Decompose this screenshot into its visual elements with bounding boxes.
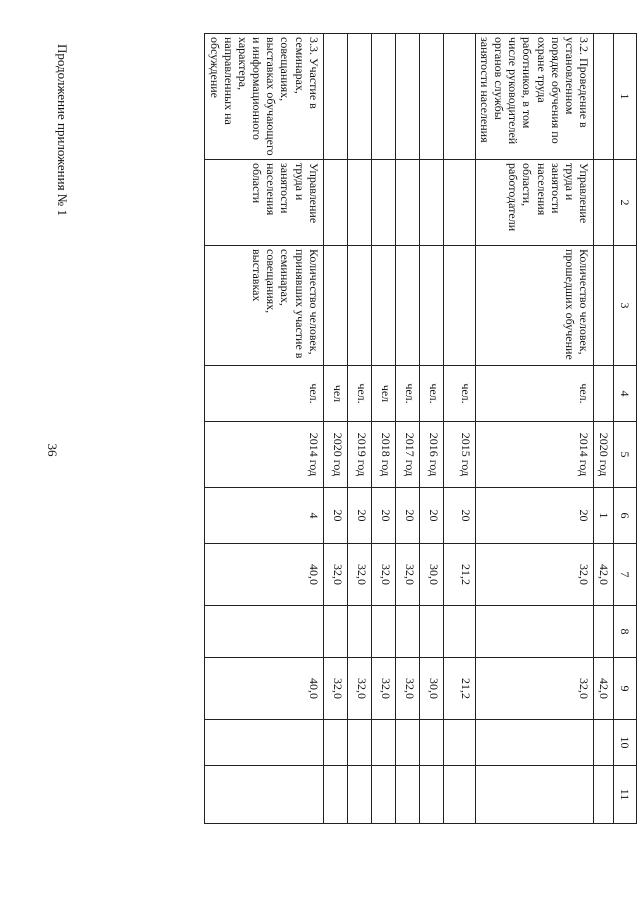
program-table bbox=[205, 33, 638, 824]
table-cell: 1 bbox=[594, 488, 614, 544]
table-cell bbox=[323, 160, 347, 246]
table-cell bbox=[419, 766, 443, 824]
column-header-4: 4 bbox=[614, 366, 637, 422]
table-cell bbox=[419, 34, 443, 160]
table-cell bbox=[395, 606, 419, 658]
table-cell bbox=[443, 720, 475, 766]
table-cell bbox=[371, 34, 395, 160]
table-cell: 40,0 bbox=[205, 658, 323, 720]
table-row bbox=[594, 34, 614, 824]
table-cell: 2016 год bbox=[419, 422, 443, 488]
page-number: 36 bbox=[45, 443, 60, 457]
table-cell bbox=[443, 766, 475, 824]
table-cell bbox=[443, 246, 475, 366]
table-cell: 3.3. Участие в семинарах, совещаниях, выставках обучающего и информационного характера, направленных на обсуждение bbox=[205, 34, 323, 160]
table-row bbox=[323, 34, 347, 824]
table-cell: 2020 год bbox=[594, 422, 614, 488]
table-cell bbox=[371, 160, 395, 246]
table-cell bbox=[205, 606, 323, 658]
table-row bbox=[371, 34, 395, 824]
table-row bbox=[395, 34, 419, 824]
table-cell: 21,2 bbox=[443, 658, 475, 720]
table-cell: 32,0 bbox=[347, 544, 371, 606]
table-cell bbox=[443, 34, 475, 160]
table-cell bbox=[347, 720, 371, 766]
table-cell: чел. bbox=[347, 366, 371, 422]
table-cell bbox=[395, 160, 419, 246]
table-cell bbox=[323, 720, 347, 766]
table-row bbox=[443, 34, 475, 824]
table-cell: чел. bbox=[419, 366, 443, 422]
column-header-2: 2 bbox=[614, 160, 637, 246]
table-cell: 32,0 bbox=[475, 544, 593, 606]
table-cell bbox=[443, 160, 475, 246]
table-cell: Количество человек, прошедших обучение bbox=[475, 246, 593, 366]
table-cell bbox=[371, 766, 395, 824]
table-cell: 42,0 bbox=[594, 658, 614, 720]
table-cell bbox=[594, 606, 614, 658]
column-header-5: 5 bbox=[614, 422, 637, 488]
table-row bbox=[475, 34, 593, 824]
table-cell: 40,0 bbox=[205, 544, 323, 606]
table-cell bbox=[371, 246, 395, 366]
table-cell bbox=[323, 34, 347, 160]
table-cell: 30,0 bbox=[419, 544, 443, 606]
column-header-1: 1 bbox=[614, 34, 637, 160]
table-cell: чел bbox=[323, 366, 347, 422]
table-cell bbox=[347, 160, 371, 246]
table-body bbox=[205, 34, 614, 824]
table-cell: чел. bbox=[475, 366, 593, 422]
table-cell bbox=[419, 720, 443, 766]
table-cell: 20 bbox=[419, 488, 443, 544]
table-cell bbox=[475, 720, 593, 766]
table-cell bbox=[419, 246, 443, 366]
table-cell bbox=[594, 720, 614, 766]
column-header-10: 10 bbox=[614, 720, 637, 766]
table-cell bbox=[395, 720, 419, 766]
column-header-3: 3 bbox=[614, 246, 637, 366]
table-cell: 21,2 bbox=[443, 544, 475, 606]
table-cell: 2019 год bbox=[347, 422, 371, 488]
table-cell bbox=[347, 606, 371, 658]
table-row bbox=[419, 34, 443, 824]
column-header-6: 6 bbox=[614, 488, 637, 544]
table-row bbox=[205, 34, 323, 824]
table-cell bbox=[594, 34, 614, 160]
table-row bbox=[347, 34, 371, 824]
table-cell: 32,0 bbox=[371, 658, 395, 720]
table-cell bbox=[475, 766, 593, 824]
table-cell bbox=[205, 720, 323, 766]
table-cell bbox=[323, 766, 347, 824]
table-cell: 20 bbox=[395, 488, 419, 544]
table-cell: 2020 год bbox=[323, 422, 347, 488]
table-cell bbox=[594, 160, 614, 246]
table-cell: 4 bbox=[205, 488, 323, 544]
table-cell bbox=[347, 246, 371, 366]
table-cell: 20 bbox=[443, 488, 475, 544]
table-cell: 32,0 bbox=[323, 658, 347, 720]
table-cell: Управление труда и занятости населения области bbox=[205, 160, 323, 246]
table-cell: 32,0 bbox=[475, 658, 593, 720]
table-cell: 2015 год bbox=[443, 422, 475, 488]
table-cell: 32,0 bbox=[395, 658, 419, 720]
table-cell: 2014 год bbox=[475, 422, 593, 488]
table-cell bbox=[395, 34, 419, 160]
table-cell: 32,0 bbox=[395, 544, 419, 606]
table-cell: 30,0 bbox=[419, 658, 443, 720]
table-cell: 2017 год bbox=[395, 422, 419, 488]
table-cell: чел. bbox=[395, 366, 419, 422]
table-cell: 3.2. Проведение в установленном порядке обучения по охране труда работников, в том числе руководителей органов службы занятости населения bbox=[475, 34, 593, 160]
table-cell bbox=[419, 160, 443, 246]
table-cell: 20 bbox=[475, 488, 593, 544]
table-cell bbox=[323, 246, 347, 366]
table-cell bbox=[594, 366, 614, 422]
table-cell: чел bbox=[371, 366, 395, 422]
table-cell bbox=[347, 34, 371, 160]
table-cell bbox=[475, 606, 593, 658]
table-cell bbox=[594, 246, 614, 366]
table-cell bbox=[443, 606, 475, 658]
column-header-9: 9 bbox=[614, 658, 637, 720]
header-row bbox=[614, 34, 637, 824]
table-cell: 32,0 bbox=[371, 544, 395, 606]
table-cell bbox=[395, 766, 419, 824]
table-cell bbox=[419, 606, 443, 658]
table-cell: чел. bbox=[443, 366, 475, 422]
table-cell: 20 bbox=[347, 488, 371, 544]
document-table-wrapper bbox=[207, 33, 637, 823]
table-cell bbox=[395, 246, 419, 366]
column-header-7: 7 bbox=[614, 544, 637, 606]
table-cell bbox=[371, 606, 395, 658]
table-cell: 42,0 bbox=[594, 544, 614, 606]
table-cell bbox=[205, 766, 323, 824]
table-cell bbox=[371, 720, 395, 766]
table-cell bbox=[594, 766, 614, 824]
table-cell: 32,0 bbox=[323, 544, 347, 606]
table-cell: чел. bbox=[205, 366, 323, 422]
column-header-11: 11 bbox=[614, 766, 637, 824]
table-cell bbox=[347, 766, 371, 824]
table-cell bbox=[323, 606, 347, 658]
table-cell: 32,0 bbox=[347, 658, 371, 720]
page-caption: Продолжение приложения № 1 bbox=[55, 44, 70, 216]
table-cell: 2014 год bbox=[205, 422, 323, 488]
table-cell: 20 bbox=[323, 488, 347, 544]
column-header-8: 8 bbox=[614, 606, 637, 658]
table-cell: 2018 год bbox=[371, 422, 395, 488]
table-cell: Управление труда и занятости населения области, работодатели bbox=[475, 160, 593, 246]
table-cell: 20 bbox=[371, 488, 395, 544]
table-cell: Количество человек, принявших участие в семинарах, совещаниях, выставках bbox=[205, 246, 323, 366]
